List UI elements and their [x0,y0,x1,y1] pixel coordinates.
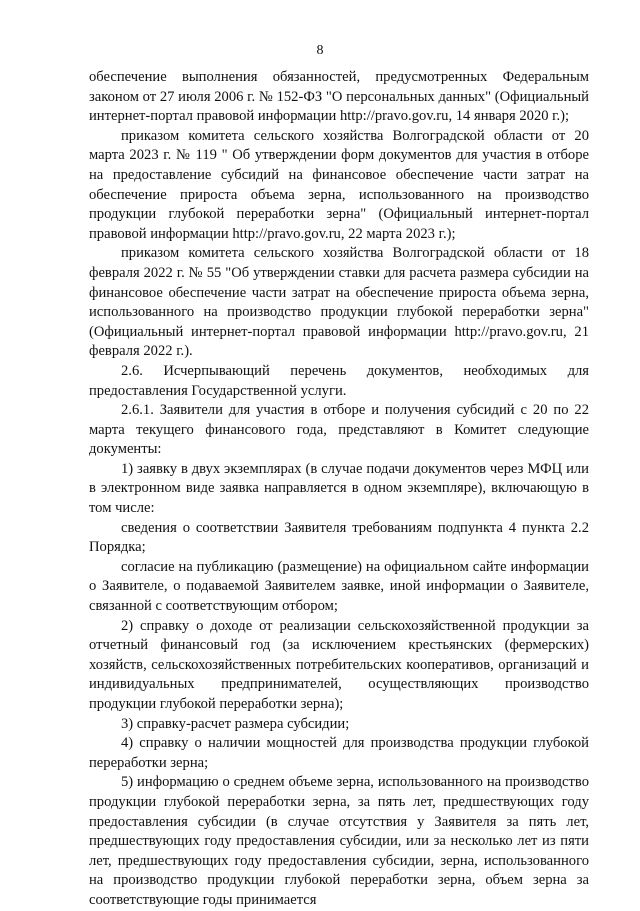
paragraph-item-1-application: 1) заявку в двух экземплярах (в случае подачи документов через МФЦ или в электронном виде заявка направляется в одном экземпляре), включающую в том числе: [89,460,589,517]
paragraph-item-4-capacity-certificate: 4) справку о наличии мощностей для производства продукции глубокой переработки зерна; [89,735,589,771]
paragraph-publication-consent: согласие на публикацию (размещение) на официальном сайте информации о Заявителе, о подаваемой Заявителем заявке, иной информации о Заявителе, связанной с соответствующим отбором; [89,558,589,615]
paragraph-order-55: приказом комитета сельского хозяйства Волгоградской области от 18 февраля 2022 г. № 55 "Об утверждении ставки для расчета размера субсидии на финансовое обеспечение части затрат на обеспечение прироста объема зерна, использованного на производство продукции глубокой переработки зерна" (Официальный интернет-портал правовой информации http://pravo.gov.ru, 21 февраля 2022 г.). [89,245,589,360]
paragraph-compliance-info: сведения о соответствии Заявителя требованиям подпункта 4 пункта 2.2 Порядка; [89,519,589,556]
document-body [89,68,589,911]
paragraph-item-3-subsidy-calculation: 3) справку-расчет размера субсидии; [121,715,350,732]
paragraph-section-2-6-1: 2.6.1. Заявители для участия в отборе и получения субсидий с 20 по 22 марта текущего финансового года, представляют в Комитет следующие документы: [89,402,589,458]
paragraph-item-5-grain-volume: 5) информацию о среднем объеме зерна, использованного на производство продукции глубокой переработки зерна, за пять лет, предшествующих году предоставления субсидии (в случае отсутствия у Заявителя за пять лет, предшествующих году предоставления субсидии, или за несколько лет из пяти лет, предшествующих году предоставления субсидии, зерна, использованного на производство продукции глубокой переработки зерна, объем зерна за соответствующие годы принимается [89,774,589,908]
page-number: 8 [316,43,324,58]
paragraph-item-2-income-certificate: 2) справку о доходе от реализации сельскохозяйственной продукции за отчетный финансовый год (за исключением крестьянских (фермерских) хозяйств, сельскохозяйственных потребительских кооперативов, организаций и индивидуальных предпринимателей, осуществляющих производство продукции глубокой переработки зерна); [89,617,589,712]
paragraph-section-2-6: 2.6. Исчерпывающий перечень документов, необходимых для предоставления Государственной услуги. [89,362,589,399]
paragraph-personal-data-law: обеспечение выполнения обязанностей, предусмотренных Федеральным законом от 27 июля 2006 г. № 152-ФЗ "О персональных данных" (Официальный интернет-портал правовой информации http://pravo.gov.ru, 14 января 2020 г.); [89,69,589,125]
paragraph-order-119: приказом комитета сельского хозяйства Волгоградской области от 20 марта 2023 г. № 119 " Об утверждении форм документов для участия в отборе на предоставление субсидий на финансовое обеспечение части затрат на обеспечение прироста объема зерна, использованного на производство продукции глубокой переработки зерна" (Официальный интернет-портал правовой информации http://pravo.gov.ru, 22 марта 2023 г.); [89,127,589,242]
